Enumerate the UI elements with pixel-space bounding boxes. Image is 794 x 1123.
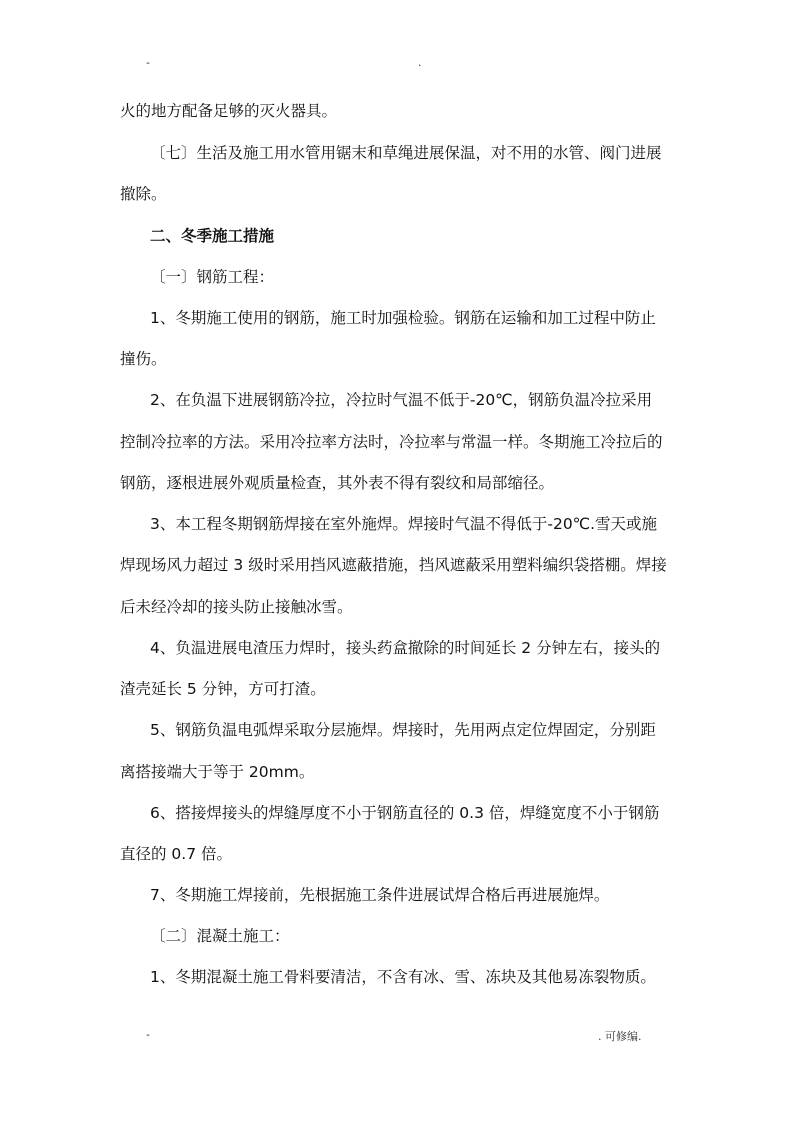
footer-text: . 可修编. [598, 1030, 642, 1043]
body-line: 1、冬期混凝土施工骨料要清洁，不含有冰、雪、冻块及其他易冻裂物质。 [150, 968, 656, 986]
body-line: 后未经冷却的接头防止接触冰雪。 [120, 598, 353, 616]
body-line: 控制冷拉率的方法。采用冷拉率方法时，冷拉率与常温一样。冬期施工冷拉后的 [120, 433, 663, 451]
subsection-heading: 〔一〕钢筋工程： [150, 268, 275, 286]
body-line: 2、在负温下进展钢筋冷拉，冷拉时气温不低于-20℃，钢筋负温冷拉采用 [150, 391, 653, 409]
body-line: 1、冬期施工使用的钢筋，施工时加强检验。钢筋在运输和加工过程中防止 [150, 309, 656, 327]
body-line: 5、钢筋负温电弧焊采取分层施焊。焊接时，先用两点定位焊固定，分别距 [150, 721, 656, 739]
body-line: 4、负温进展电渣压力焊时，接头药盒撤除的时间延长 2 分钟左右，接头的 [150, 639, 661, 657]
subsection-heading: 〔二〕混凝土施工： [150, 927, 290, 945]
section-heading: 二、冬季施工措施 [150, 227, 275, 245]
header-left-mark: - [146, 56, 150, 69]
footer-left-mark: - [146, 1028, 150, 1041]
body-line: 离搭接端大于等于 20mm。 [120, 763, 315, 781]
body-line: 渣壳延长 5 分钟，方可打渣。 [120, 680, 326, 698]
body-line: 7、冬期施工焊接前，先根据施工条件进展试焊合格后再进展施焊。 [150, 886, 610, 904]
body-line: 火的地方配备足够的灭火器具。 [120, 102, 338, 120]
body-line: 焊现场风力超过 3 级时采用挡风遮蔽措施，挡风遮蔽采用塑料编织袋搭棚。焊接 [120, 556, 667, 574]
body-line: 直径的 0.7 倍。 [120, 845, 233, 863]
header-right-mark: . [418, 56, 422, 69]
body-line: 3、本工程冬期钢筋焊接在室外施焊。焊接时气温不得低于-20℃.雪天或施 [150, 515, 658, 533]
body-line: 〔七〕生活及施工用水管用锯末和草绳进展保温，对不用的水管、阀门进展 [150, 144, 662, 162]
body-line: 撞伤。 [120, 350, 167, 368]
body-line: 钢筋，逐根进展外观质量检查，其外表不得有裂纹和局部缩径。 [120, 474, 555, 492]
body-line: 6、搭接焊接头的焊缝厚度不小于钢筋直径的 0.3 倍，焊缝宽度不小于钢筋 [150, 804, 660, 822]
body-line: 撤除。 [120, 185, 167, 203]
